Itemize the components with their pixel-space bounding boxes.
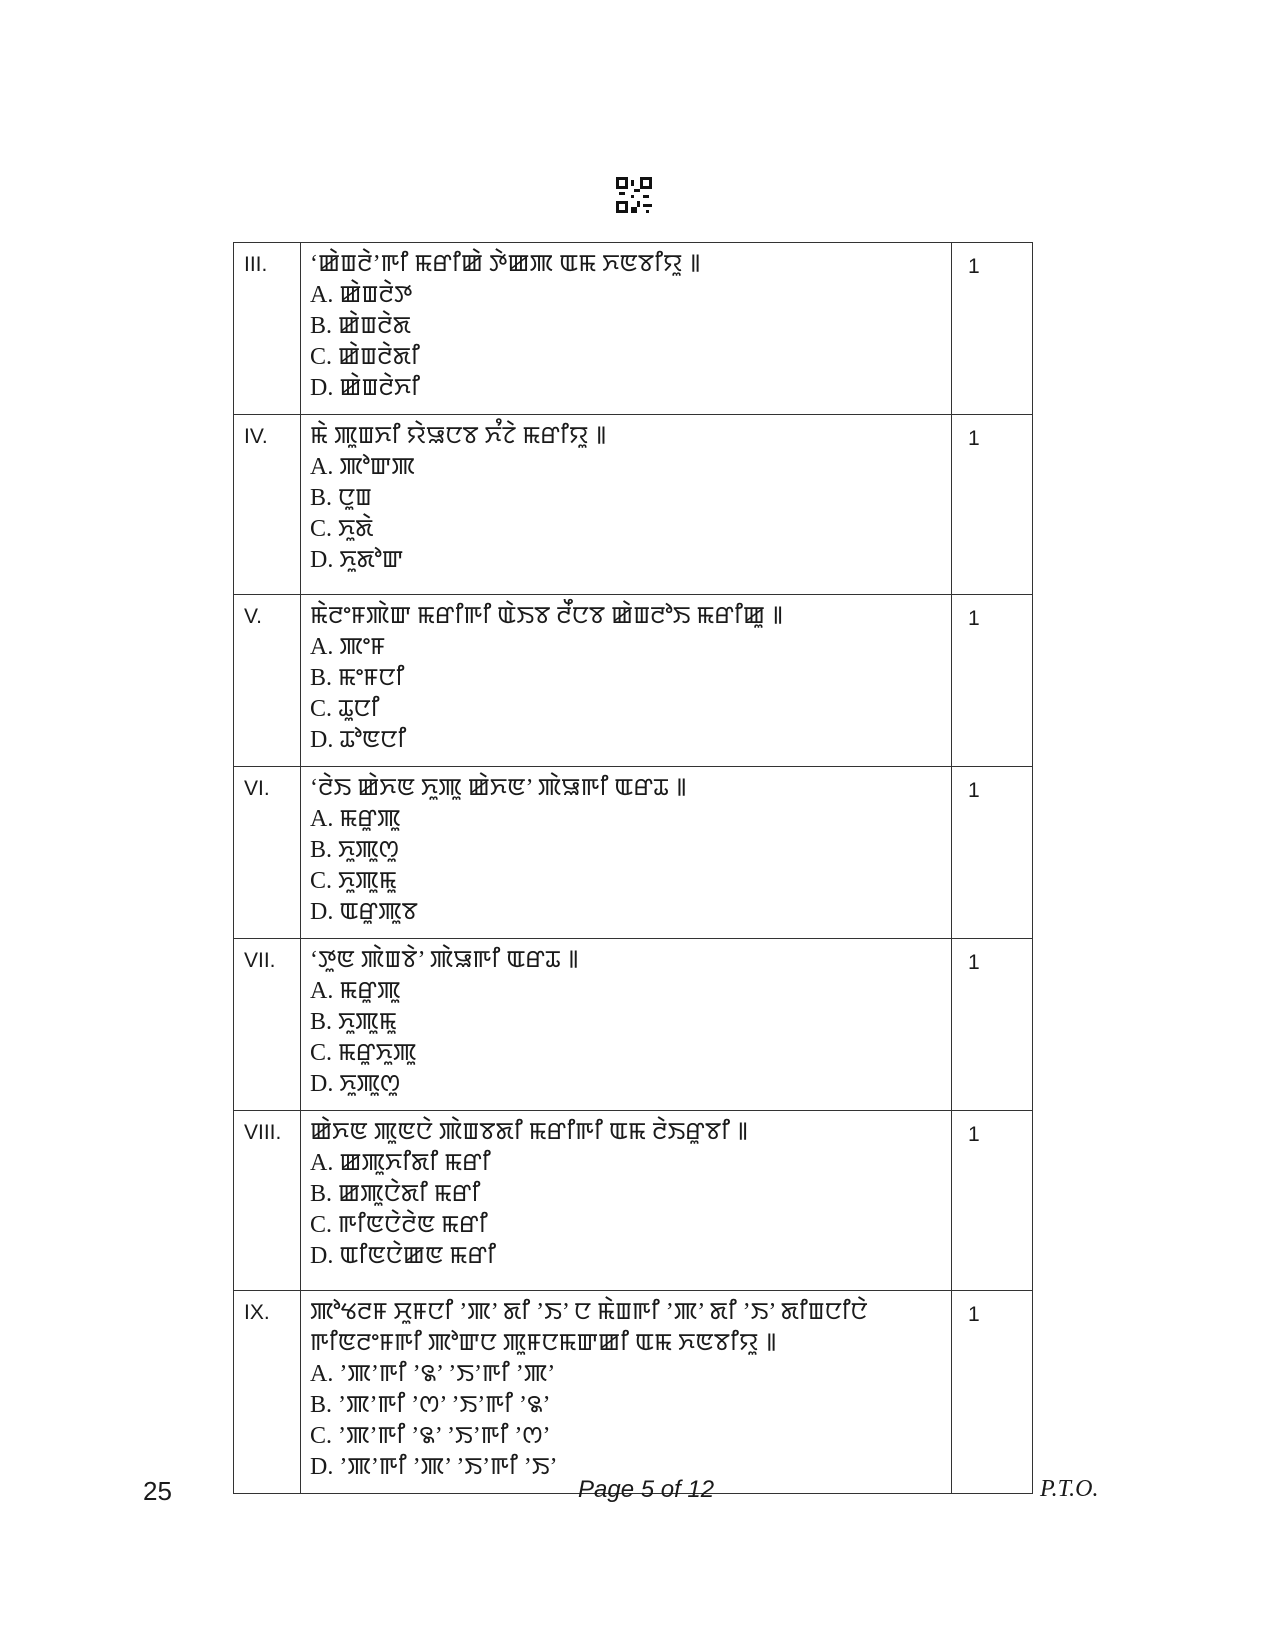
- question-body: [301, 939, 952, 1111]
- answer-option: B. ꯈꯨꯄꯨꯃꯨ: [310, 1009, 397, 1035]
- please-turn-over: P.T.O.: [1040, 1476, 1099, 1502]
- paper-code: 25: [143, 1476, 172, 1506]
- question-mark: 1: [952, 415, 1033, 595]
- question-number: IX.: [234, 1291, 301, 1494]
- answer-option: A. ꯀꯥꯡꯂꯥꯇ: [310, 282, 413, 308]
- question-text: ꯃꯥ ꯄꯨꯡꯈꯤ ꯌꯥꯎꯅꯕ ꯈꯪꯖꯥ ꯃꯔꯤꯌꯨ ꯫: [310, 423, 607, 449]
- answer-option: A. ꯀꯄꯨꯈꯤꯗꯤ ꯃꯔꯤ: [310, 1150, 491, 1176]
- question-text: ‘ꯂꯥꯏ ꯀꯥꯈꯟ ꯈꯨꯄꯨ ꯀꯥꯈꯟ’ ꯄꯥꯎꯒꯤ ꯑꯔꯊ ꯫: [310, 775, 687, 801]
- question-row: [234, 595, 1033, 767]
- answer-option: C. ꯈꯨꯗꯥ: [310, 516, 374, 542]
- question-row: [234, 415, 1033, 595]
- page-number: Page 5 of 12: [578, 1476, 715, 1503]
- question-mark: 1: [952, 939, 1033, 1111]
- question-number: V.: [234, 595, 301, 767]
- answer-option: A. ꯃꯔꯨꯄꯨ: [310, 978, 401, 1004]
- question-mark: 1: [952, 1291, 1033, 1494]
- question-mark: 1: [952, 1111, 1033, 1291]
- question-number: VIII.: [234, 1111, 301, 1291]
- answer-option: B. ’ꯄ’ꯒꯤ ’ꯁ’ ’ꯏ’ꯒꯤ ’꯲’: [310, 1392, 551, 1418]
- answer-option: B. ꯃꯦꯝꯅꯤ: [310, 665, 405, 691]
- answer-option: D. ꯊꯣꯟꯅꯤ: [310, 727, 407, 753]
- question-text: ꯄꯣꯠꯂꯝ ꯆꯨꯝꯅꯤ ’ꯄ’ ꯗꯤ ’ꯏ’ ꯅ ꯃꯥꯡꯒꯤ ’ꯄ’ ꯗꯤ ’ꯏ’ ꯗꯤꯡꯅꯤꯅꯥ ꯒꯤꯟꯂꯦꯝꯒꯤ ꯄꯣꯛꯅ ꯄꯨꯝꯅꯃꯛꯀꯤ ꯑꯃ ꯈꯟꯕꯤꯌꯨ ꯫: [310, 1299, 868, 1356]
- question-mark: 1: [952, 767, 1033, 939]
- answer-option: A. ꯄꯣꯛꯄ: [310, 454, 415, 480]
- answer-option: A. ꯄꯦꯝ: [310, 634, 386, 660]
- question-number: VII.: [234, 939, 301, 1111]
- question-text: ‘ꯇꯨꯟ ꯄꯥꯡꯕꯥ’ ꯄꯥꯎꯒꯤ ꯑꯔꯊ ꯫: [310, 947, 579, 973]
- answer-option: C. ꯒꯤꯟꯅꯥꯂꯥꯟ ꯃꯔꯤ: [310, 1212, 488, 1238]
- answer-option: A. ’ꯄ’ꯒꯤ ’꯲’ ’ꯏ’ꯒꯤ ’ꯄ’: [310, 1361, 556, 1387]
- answer-option: A. ꯃꯔꯨꯄꯨ: [310, 806, 401, 832]
- answer-option: C. ꯃꯔꯨꯈꯨꯄꯨ: [310, 1040, 417, 1066]
- answer-option: B. ꯈꯨꯄꯨꯁꯨ: [310, 837, 399, 863]
- question-row: [234, 767, 1033, 939]
- question-mark: 1: [952, 595, 1033, 767]
- question-body: [301, 1111, 952, 1291]
- question-body: [301, 415, 952, 595]
- question-body: [301, 243, 952, 415]
- answer-option: D. ꯑꯔꯨꯄꯨꯕ: [310, 899, 418, 925]
- answer-option: C. ’ꯄ’ꯒꯤ ’꯲’ ’ꯏ’ꯒꯤ ’ꯁ’: [310, 1423, 551, 1449]
- question-number: VI.: [234, 767, 301, 939]
- answer-option: B. ꯀꯥꯡꯂꯥꯗ: [310, 313, 411, 339]
- question-row: [234, 939, 1033, 1111]
- answer-option: B. ꯀꯄꯨꯅꯥꯗꯤ ꯃꯔꯤ: [310, 1181, 481, 1207]
- question-row: [234, 1111, 1033, 1291]
- question-row: [234, 1291, 1033, 1494]
- question-mark: 1: [952, 243, 1033, 415]
- answer-option: D. ꯑꯤꯟꯅꯥꯀꯟ ꯃꯔꯤ: [310, 1243, 496, 1269]
- question-text: ‘ꯀꯥꯡꯂꯥ’ꯒꯤ ꯃꯔꯤꯀꯥ ꯇꯥꯀꯄ ꯑꯃ ꯈꯟꯕꯤꯌꯨ ꯫: [310, 251, 701, 277]
- answer-option: C. ꯈꯨꯄꯨꯃꯨ: [310, 868, 397, 894]
- answer-option: C. ꯊꯨꯅꯤ: [310, 696, 380, 722]
- question-number: III.: [234, 243, 301, 415]
- answer-option: D. ꯈꯨꯗꯣꯛ: [310, 547, 404, 573]
- question-text: ꯀꯥꯈꯟ ꯄꯨꯟꯅꯥ ꯄꯥꯡꯕꯗꯤ ꯃꯔꯤꯒꯤ ꯑꯃ ꯂꯥꯏꯔꯨꯕꯤ ꯫: [310, 1119, 749, 1145]
- question-table: [233, 242, 1033, 1494]
- qr-code: [616, 177, 652, 213]
- question-body: [301, 595, 952, 767]
- question-number: IV.: [234, 415, 301, 595]
- answer-option: D. ’ꯄ’ꯒꯤ ’ꯄ’ ’ꯏ’ꯒꯤ ’ꯏ’: [310, 1454, 558, 1480]
- answer-option: C. ꯀꯥꯡꯂꯥꯗꯤ: [310, 344, 420, 370]
- question-row: [234, 243, 1033, 415]
- answer-option: D. ꯈꯨꯄꯨꯁꯨ: [310, 1071, 401, 1097]
- question-body: [301, 767, 952, 939]
- question-body: [301, 1291, 952, 1494]
- answer-option: B. ꯅꯨꯡ: [310, 485, 372, 511]
- question-text: ꯃꯥꯂꯦꯝꯄꯥꯛ ꯃꯔꯤꯒꯤ ꯑꯥꯏꯕ ꯂꯩꯅꯕ ꯀꯥꯡꯂꯣꯏ ꯃꯔꯤꯀꯨ ꯫: [310, 603, 784, 629]
- answer-option: D. ꯀꯥꯡꯂꯥꯈꯤ: [310, 375, 420, 401]
